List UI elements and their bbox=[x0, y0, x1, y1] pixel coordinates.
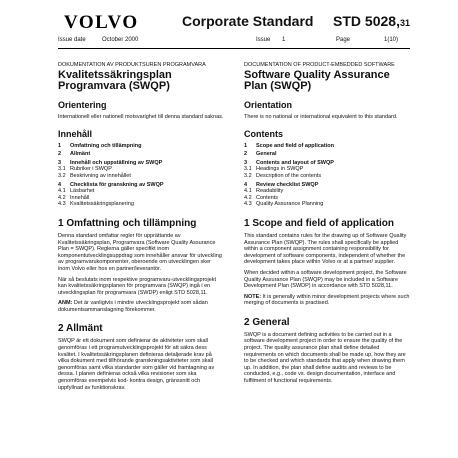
toc-text: Checklista för granskning av SWQP bbox=[70, 181, 164, 188]
toc-item bbox=[244, 160, 410, 167]
standard-number bbox=[333, 13, 410, 29]
toc-num: 4 bbox=[58, 181, 62, 188]
english-column bbox=[244, 62, 410, 389]
issue-date-label: Issue date bbox=[58, 37, 86, 43]
orient-heading-sv: Orientering bbox=[58, 100, 107, 110]
issue-value: 1 bbox=[282, 37, 286, 43]
toc-num: 3.1 bbox=[244, 166, 252, 173]
toc-text: Headings in SWQP bbox=[256, 166, 304, 173]
section1-note-sv bbox=[58, 300, 224, 313]
toc-text: Description of the contents bbox=[256, 172, 322, 179]
section2-para1-en: SWQP is a document defining activities to be carried out in a software development project in order to ensure the quality of the project. The quality assurance plan shall define detailed requirements on which documents shall be made up, how they are to be checked and which standards that apply when drawing them up. In addition, the plan shall define audits and reviews to be conducted, e.g., code vs. design documentation, interface and fulfilment of functional requirements. bbox=[244, 331, 406, 385]
orient-text-en: There is no national or international equivalent to this standard. bbox=[244, 114, 398, 120]
toc-item bbox=[244, 201, 410, 208]
toc-item bbox=[58, 195, 224, 202]
page-header bbox=[58, 10, 410, 32]
note-label: ANM: bbox=[58, 300, 73, 307]
toc-num: 3.1 bbox=[58, 166, 66, 173]
toc-item bbox=[58, 151, 224, 158]
toc-text: Innehåll och uppställning av SWQP bbox=[70, 159, 163, 166]
section1-heading-sv: 1 Omfattning och tillämpning bbox=[58, 217, 197, 229]
toc-num: 4.2 bbox=[244, 194, 252, 201]
note-text: Det är vanligtvis i mindre utvecklingsprojekt som sådan dokumentsammanslagning förekommer. bbox=[58, 300, 208, 313]
swedish-column bbox=[58, 62, 224, 395]
toc-item bbox=[244, 188, 410, 195]
toc-text: Quality Assurance Planning bbox=[256, 201, 324, 208]
section2-heading-sv: 2 Allmänt bbox=[58, 323, 103, 335]
section1-para1-sv: Denna standard omfattar regler för upprättande av Kvalitetssäkringsplan, Programvara (Software Quality Assurance Plan = SWQP). Reglerna gäller specifikt inom komponentutvecklingsuppdrag som innehåller ansvar för utveckling av programvarukomponenter, oberoende om utvecklingen sker inom Volvo eller hos en partner/leverantör. bbox=[58, 232, 222, 272]
toc-heading-sv: Innehåll bbox=[58, 128, 93, 139]
toc-text: Readability bbox=[256, 188, 284, 195]
toc-text: Läsbarhet bbox=[70, 188, 95, 195]
toc-list-en bbox=[244, 143, 410, 208]
toc-num: 2 bbox=[244, 151, 248, 158]
toc-num: 4.1 bbox=[58, 188, 66, 195]
toc-text: Review checklist SWQP bbox=[256, 181, 319, 188]
doc-title-sv: Kvalitetssäkringsplan Programvara (SWQP) bbox=[58, 69, 172, 92]
toc-num: 4.1 bbox=[244, 188, 252, 195]
orient-heading-en: Orientation bbox=[244, 100, 293, 110]
section1-para1-en: This standard contains rules for the drawing up of Software Quality Assurance Plan (SWQP). The rules shall specifically be applied within a component assignment containing responsibility for development of software components, independent of whether the development takes place within Volvo or at a partner/ supplier. bbox=[244, 232, 407, 266]
toc-num: 4.2 bbox=[58, 194, 66, 201]
doc-kind-sv: DOKUMENTATION AV PRODUKTSUREN PROGRAMVARA bbox=[58, 62, 206, 68]
section1-para2-en: When decided within a software development project, the Software Quality Assurance Plan (SWQP) may be included in a Software Development Plan (SWDP) in accordance with STD 5028,11. bbox=[244, 269, 407, 290]
issue-meta-row bbox=[58, 37, 410, 47]
page-label: Page bbox=[336, 37, 351, 43]
section2-para1-sv: SWQP är ett dokument som definierar de aktiviteter som skall genomföras i ett programutvecklingsprojekt för att säkra dess kvalitet. I kvalitetssäkringsplanen definieras detaljerade krav på vilka dokument med tillhörande granskningsaktiviteter som skall genomföras samt vilka standarder som gäller vid framtagning av dessa. I planen definieras också vilka revisioner som ska genomföras exempelvis kod- kontra design, gränssnitt och uppfyllnad av funktionskrav. bbox=[58, 338, 215, 391]
toc-num: 4.3 bbox=[244, 201, 252, 208]
toc-text: Beskrivning av innehållet bbox=[70, 172, 131, 179]
toc-text: Omfattning och tillämpning bbox=[70, 142, 142, 149]
section1-heading-en: 1 Scope and field of application bbox=[244, 217, 395, 229]
toc-text: Innehåll bbox=[70, 194, 90, 201]
doc-kind-en: DOCUMENTATION OF PRODUCT-EMBEDDED SOFTWARE bbox=[244, 62, 395, 68]
toc-item bbox=[58, 188, 224, 195]
header-rule bbox=[58, 48, 410, 49]
note-text: It is generally within minor development projects where such merging of documents is practised. bbox=[244, 293, 410, 307]
toc-num: 3 bbox=[58, 159, 62, 166]
toc-item bbox=[58, 143, 224, 150]
toc-item bbox=[244, 166, 410, 173]
toc-text: Scope and field of application bbox=[256, 142, 334, 149]
toc-text: Rubriker i SWQP bbox=[70, 166, 112, 173]
toc-item bbox=[244, 182, 410, 189]
toc-num: 1 bbox=[58, 142, 62, 149]
toc-item bbox=[244, 151, 410, 158]
toc-item bbox=[58, 201, 224, 208]
toc-text: Allmänt bbox=[70, 151, 91, 158]
toc-heading-en: Contents bbox=[244, 128, 283, 139]
toc-num: 3.2 bbox=[244, 172, 252, 179]
section1-note-en bbox=[244, 294, 410, 307]
standard-number-sub: 31 bbox=[399, 18, 410, 28]
toc-num: 4 bbox=[244, 181, 248, 188]
toc-list-sv bbox=[58, 143, 224, 208]
toc-num: 2 bbox=[58, 151, 62, 158]
note-label: NOTE: bbox=[244, 293, 262, 300]
toc-item bbox=[58, 173, 224, 180]
toc-num: 3 bbox=[244, 159, 248, 166]
toc-num: 3.2 bbox=[58, 172, 66, 179]
toc-text: Kvalitetssäkringsplanering bbox=[70, 201, 134, 208]
toc-text: Contents bbox=[256, 194, 279, 201]
standard-number-main: STD 5028, bbox=[333, 13, 400, 29]
volvo-logo: VOLVO bbox=[64, 12, 139, 33]
toc-text: General bbox=[256, 151, 277, 158]
toc-num: 4.3 bbox=[58, 201, 66, 208]
toc-item bbox=[244, 173, 410, 180]
toc-item bbox=[58, 182, 224, 189]
toc-item bbox=[244, 195, 410, 202]
issue-label: Issue bbox=[256, 37, 271, 43]
toc-num: 1 bbox=[244, 142, 248, 149]
toc-item bbox=[244, 143, 410, 150]
toc-item bbox=[58, 160, 224, 167]
section2-heading-en: 2 General bbox=[244, 316, 290, 328]
document-type: Corporate Standard bbox=[182, 13, 314, 29]
toc-text: Contents and layout of SWQP bbox=[256, 159, 334, 166]
issue-date-value: October 2000 bbox=[102, 37, 139, 43]
doc-title-en: Software Quality Assurance Plan (SWQP) bbox=[244, 69, 390, 92]
page-value: 1(10) bbox=[384, 37, 399, 43]
document-page bbox=[58, 10, 410, 458]
toc-item bbox=[58, 166, 224, 173]
section1-para2-sv: När så beslutats inom respektive programvaru-utvecklingsprojekt kan kvalitetssäkringsplanen för programvara (SWQP) ingå i en utvecklingsplan för programvara (SWDP) enligt STD 5028,11. bbox=[58, 276, 217, 296]
orient-text-sv: Internationell eller nationell motsvarighet till denna standard saknas. bbox=[58, 114, 224, 120]
